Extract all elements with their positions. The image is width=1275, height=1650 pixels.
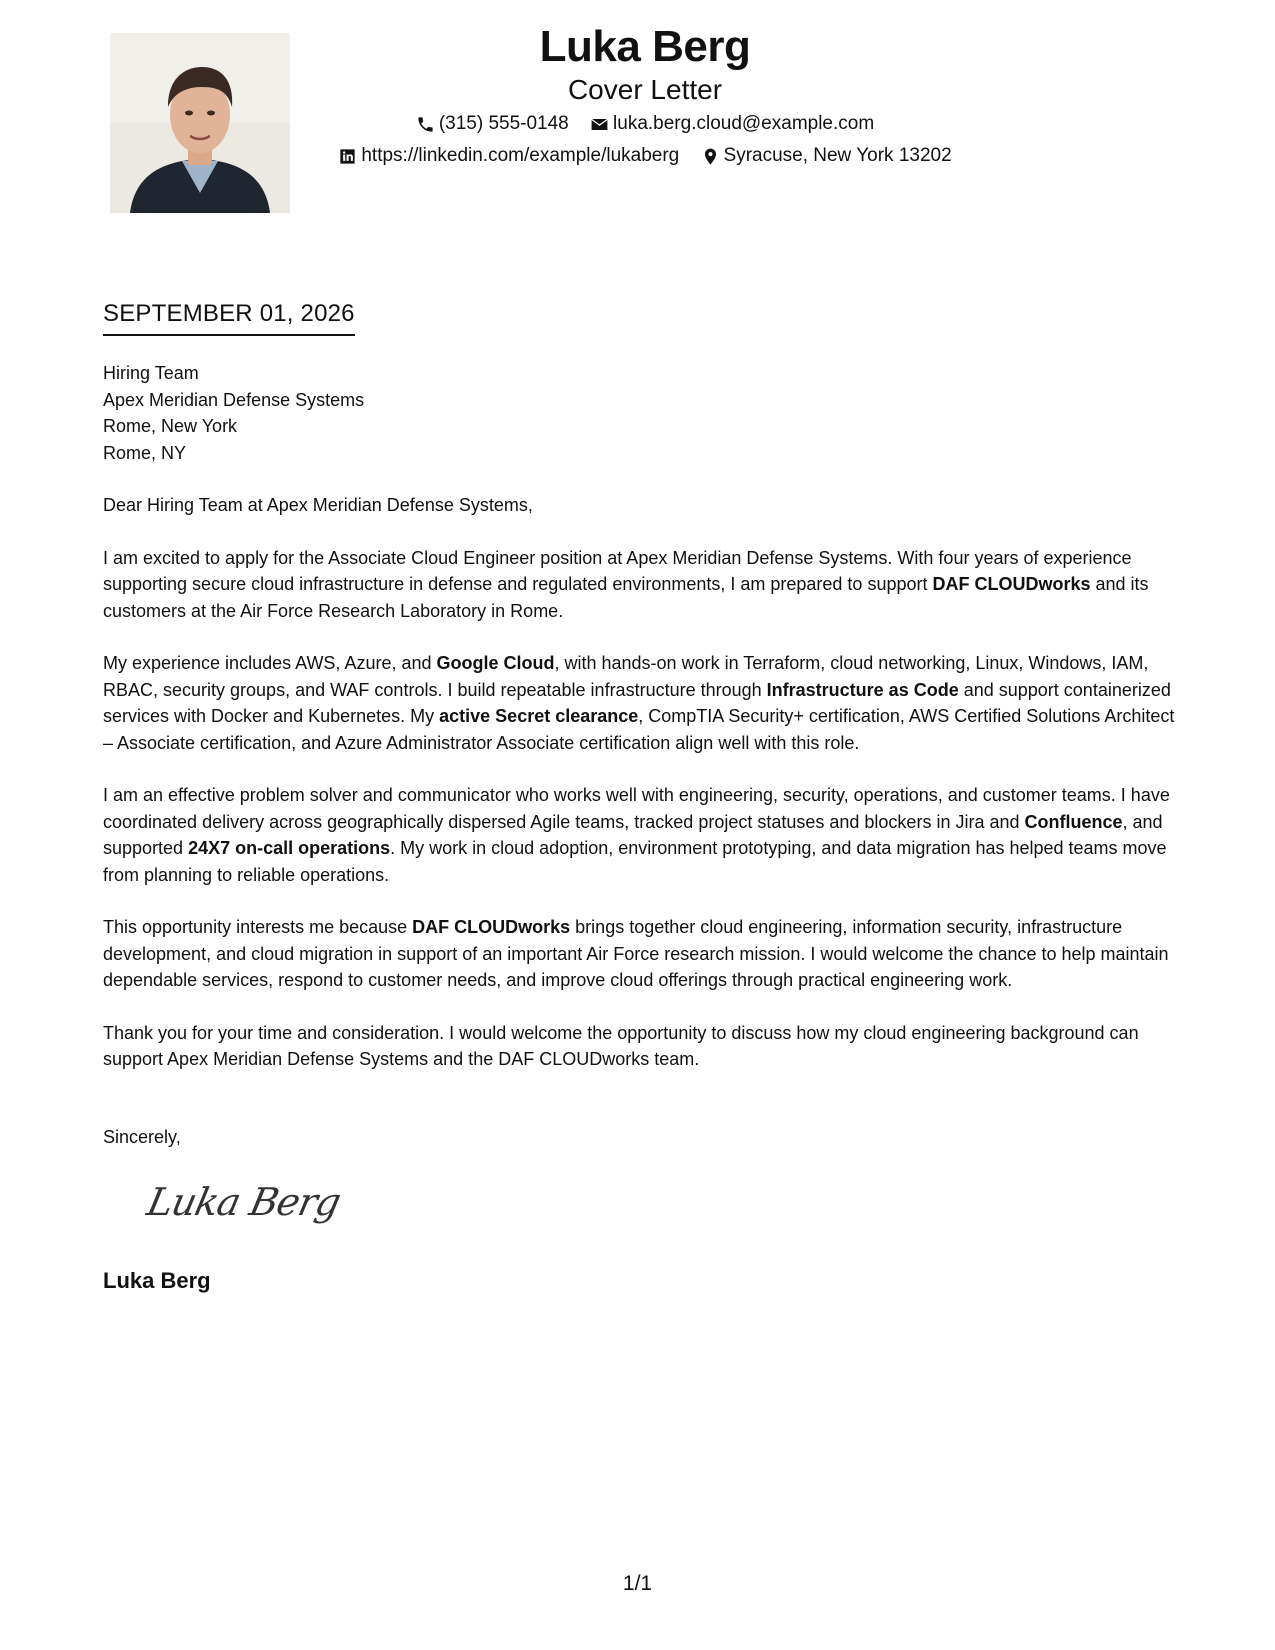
recipient-line: Rome, New York [103,416,238,436]
linkedin-icon [338,147,357,166]
contact-line-primary [0,113,1275,140]
paragraph-text: , with hands-on work in Terraform, cloud networking, Linux, Windows, IAM, RBAC, security groups, and WAF controls. I build repeatable infrastructure through [103,653,1149,700]
recipient-line: Hiring Team [103,363,199,383]
page-number: 1/1 [622,1572,653,1595]
recipient-block [103,360,364,466]
body-paragraph [103,1020,1175,1073]
letter-date: SEPTEMBER 01, 2026 [103,300,355,336]
closing: Sincerely, [103,1127,181,1147]
paragraph-text: I am excited to apply for the Associate Cloud Engineer position at Apex Meridian Defense Systems. With four years of experience supporting secure cloud infrastructure in defense and regulated environments, I am prepared to support [103,547,1132,594]
body-paragraph [103,914,1175,994]
paragraph-text: and support containerized services with Docker and Kubernetes. My [103,679,1171,726]
paragraph-text: My experience includes AWS, Azure, and [103,653,437,673]
recipient-line: Apex Meridian Defense Systems [103,389,365,410]
paragraph-text: This opportunity interests me because [103,917,413,937]
emphasis-text: DAF CLOUDworks [412,917,571,937]
header-subtitle: Cover Letter [567,74,723,105]
signoff-name: Luka Berg [103,1268,211,1293]
map-pin-icon [701,147,720,166]
body-paragraph [103,782,1175,888]
recipient-line: Rome, NY [103,442,187,463]
letter-body [103,492,1175,1099]
contact-linkedin[interactable] [338,145,679,167]
envelope-icon [590,115,609,134]
body-paragraph [103,650,1175,756]
contact-phone [416,113,569,135]
paragraph-text: and its customers at the Air Force Research Laboratory in Rome. [103,574,1149,621]
location-text: Syracuse, New York 13202 [723,145,952,166]
contact-line-secondary [0,145,1275,172]
emphasis-text: active Secret clearance [439,706,639,726]
linkedin-text[interactable]: https://linkedin.com/example/lukaberg [361,145,680,166]
paragraph-text: Thank you for your time and consideration. I would welcome the opportunity to discuss how my cloud engineering background can support Apex Meridian Defense Systems and the DAF CLOUDworks team. [103,1022,1139,1069]
body-paragraph [103,545,1175,625]
paragraph-text: , CompTIA Security+ certification, AWS Certified Solutions Architect – Associate certification, and Azure Administrator Associate certification align well with this role. [103,706,1175,753]
email-text[interactable]: luka.berg.cloud@example.com [613,113,875,134]
emphasis-text: Google Cloud [436,653,555,673]
phone-text: (315) 555-0148 [438,113,569,134]
header-name: Luka Berg [539,22,751,71]
emphasis-text: 24X7 on-call operations [188,838,391,858]
paragraph-text: I am an effective problem solver and communicator who works well with engineering, security, operations, and customer teams. I have coordinated delivery across geographically dispersed Agile teams, tracked project statuses and blockers in Jira and [103,785,1170,832]
emphasis-text: DAF CLOUDworks [932,574,1091,594]
paragraph-text: , and supported [103,811,1163,858]
phone-icon [416,115,435,134]
handwritten-signature: Luka Berg [143,1180,345,1224]
paragraph-text: . My work in cloud adoption, environment prototyping, and data migration has helped teams move from planning to reliable operations. [103,838,1167,885]
emphasis-text: Infrastructure as Code [766,679,959,700]
salutation: Dear Hiring Team at Apex Meridian Defense Systems, [103,495,533,515]
contact-email[interactable] [590,113,874,135]
paragraph-text: brings together cloud engineering, information security, infrastructure development, and cloud migration in support of an important Air Force research mission. I would welcome the chance to help maintain dependable services, respond to customer needs, and improve cloud offerings through practical engineering work. [103,917,1169,990]
contact-location [701,145,952,167]
emphasis-text: Confluence [1024,811,1123,832]
